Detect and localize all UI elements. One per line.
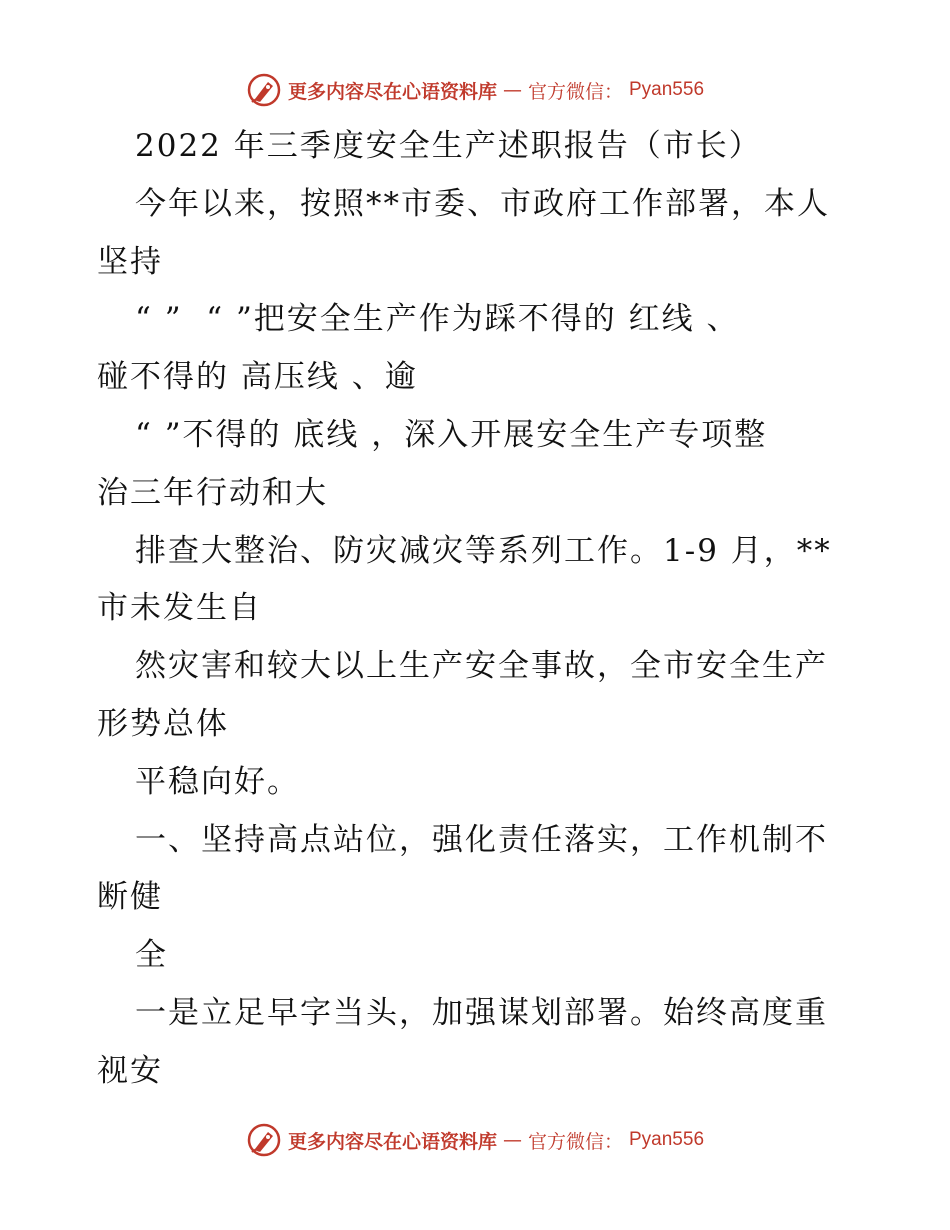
section-heading-continued: 断健 xyxy=(97,879,163,916)
watermark-banner-bottom xyxy=(0,1120,950,1160)
pen-nib-icon xyxy=(246,1122,282,1158)
document-body xyxy=(97,118,857,1101)
paragraph-line: 然灾害和较大以上生产安全事故，全市安全生产 xyxy=(135,648,828,685)
paragraph-line: 市未发生自 xyxy=(97,590,262,627)
paragraph-line: 今年以来，按照**市委、市政府工作部署，本人 xyxy=(135,185,830,222)
watermark-brand: 更多内容尽在心语资料库 xyxy=(287,1130,497,1153)
watermark-dash: — xyxy=(502,1129,522,1151)
paragraph-line: 形势总体 xyxy=(97,705,229,742)
document-title: 2022 年三季度安全生产述职报告（市长） xyxy=(135,128,762,164)
section-heading-continued: 全 xyxy=(135,937,168,974)
paragraph-line: 坚持 xyxy=(97,243,163,280)
watermark-wechat-label: 官方微信： xyxy=(527,80,623,103)
watermark-brand: 更多内容尽在心语资料库 xyxy=(287,80,497,103)
watermark-wechat-id: Pyan556 xyxy=(629,79,705,100)
paragraph-line: 碰不得的 高压线 、逾 xyxy=(97,359,418,396)
watermark-banner-top xyxy=(0,70,950,110)
paragraph-line: 排查大整治、防灾减灾等系列工作。1-9 月，** xyxy=(135,532,832,569)
watermark-wechat-id: Pyan556 xyxy=(629,1129,705,1150)
paragraph-line: “ ” “ ”把安全生产作为踩不得的 红线 、 xyxy=(135,301,740,338)
watermark-dash: — xyxy=(502,79,522,101)
paragraph-line: 一是立足早字当头，加强谋划部署。始终高度重 xyxy=(135,994,828,1031)
watermark-wechat-label: 官方微信： xyxy=(527,1130,623,1153)
paragraph-line: 视安 xyxy=(97,1052,163,1089)
paragraph-line: 平稳向好。 xyxy=(135,763,300,800)
pen-nib-icon xyxy=(246,72,282,108)
paragraph-line: 治三年行动和大 xyxy=(97,474,328,511)
section-heading: 一、坚持高点站位，强化责任落实，工作机制不 xyxy=(135,821,828,858)
paragraph-line: “ ”不得的 底线 ，深入开展安全生产专项整 xyxy=(135,416,768,453)
